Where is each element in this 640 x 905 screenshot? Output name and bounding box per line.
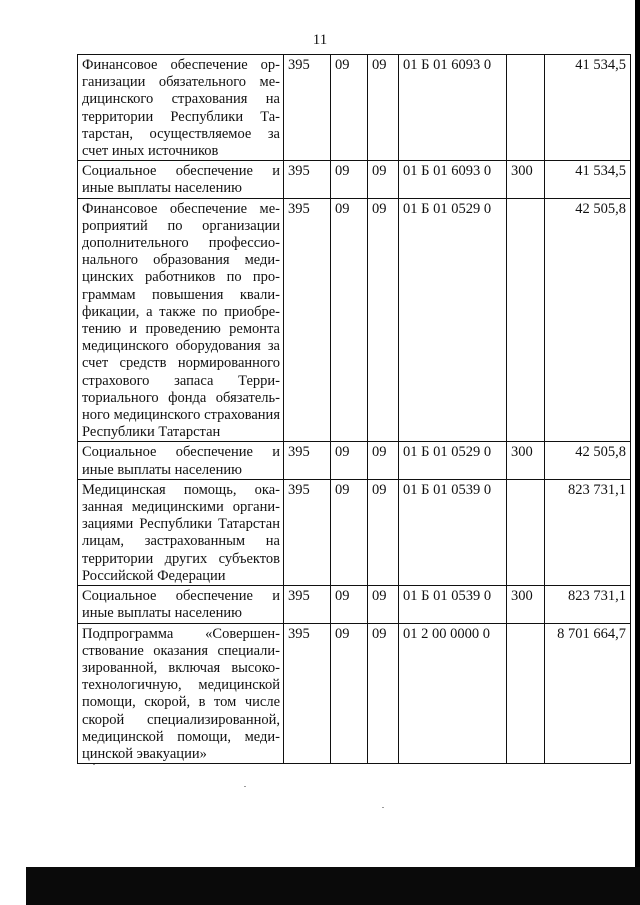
row-name: Социальное обеспечение и иные выплаты населению — [78, 442, 284, 479]
budget-table — [77, 54, 631, 764]
target-code: 01 Б 01 0539 0 — [399, 479, 507, 585]
section-code: 09 — [331, 623, 368, 764]
amount: 41 534,5 — [545, 55, 631, 161]
subsection-code: 09 — [368, 479, 399, 585]
target-code: 01 Б 01 0529 0 — [399, 198, 507, 442]
section-code: 09 — [331, 479, 368, 585]
row-name: Социальное обеспечение и иные выплаты населению — [78, 161, 284, 198]
scan-edge-gap — [0, 867, 26, 905]
ministry-code: 395 — [284, 198, 331, 442]
amount: 42 505,8 — [545, 442, 631, 479]
amount: 8 701 664,7 — [545, 623, 631, 764]
expense-type: 300 — [507, 586, 545, 623]
ministry-code: 395 — [284, 55, 331, 161]
target-code: 01 2 00 0000 0 — [399, 623, 507, 764]
subsection-code: 09 — [368, 623, 399, 764]
target-code: 01 Б 01 6093 0 — [399, 161, 507, 198]
table-row — [78, 161, 631, 198]
row-name: Медицинская помощь, оказанная медицинскими организациями Республики Татарстан лицам, застрахованным на территории других субъектов Российской Федерации — [78, 479, 284, 585]
target-code: 01 Б 01 0529 0 — [399, 442, 507, 479]
table-row — [78, 198, 631, 442]
ministry-code: 395 — [284, 586, 331, 623]
row-name: Финансовое обеспечение мероприятий по организации дополнительного профессионального образования медицинских работников по программам повышения квалификации, а также по приобретению и проведению ремонта медицинского оборудования за счет средств нормированного страхового запаса Территориального фонда обязательного медицинского страхования Республики Татарстан — [78, 198, 284, 442]
amount: 823 731,1 — [545, 479, 631, 585]
row-name: Финансовое обеспечение организации обязательного медицинского страхования на территории Республики Татарстан, осуществляемое за счет иных источников — [78, 55, 284, 161]
scan-edge-bottom — [26, 867, 640, 905]
amount: 823 731,1 — [545, 586, 631, 623]
subsection-code: 09 — [368, 161, 399, 198]
subsection-code: 09 — [368, 442, 399, 479]
subsection-code: 09 — [368, 198, 399, 442]
page-number: 11 — [312, 32, 328, 48]
expense-type — [507, 623, 545, 764]
section-code: 09 — [331, 586, 368, 623]
ministry-code: 395 — [284, 442, 331, 479]
scan-edge-right — [635, 0, 640, 905]
ministry-code: 395 — [284, 623, 331, 764]
section-code: 09 — [331, 442, 368, 479]
subsection-code: 09 — [368, 586, 399, 623]
table-row — [78, 586, 631, 623]
amount: 41 534,5 — [545, 161, 631, 198]
table-row — [78, 623, 631, 764]
section-code: 09 — [331, 198, 368, 442]
table-row — [78, 55, 631, 161]
row-name: Подпрограмма «Совершенствование оказания специализированной, включая высокотехнологичную, медицинской помощи, скорой, в том числе скорой специализированной, медицинской помощи, медицинской эвакуации» — [78, 623, 284, 764]
scan-speck — [244, 786, 246, 787]
amount: 42 505,8 — [545, 198, 631, 442]
scan-speck — [93, 764, 95, 765]
ministry-code: 395 — [284, 161, 331, 198]
section-code: 09 — [331, 55, 368, 161]
target-code: 01 Б 01 0539 0 — [399, 586, 507, 623]
scan-speck — [382, 807, 384, 808]
section-code: 09 — [331, 161, 368, 198]
target-code: 01 Б 01 6093 0 — [399, 55, 507, 161]
table-row — [78, 442, 631, 479]
subsection-code: 09 — [368, 55, 399, 161]
expense-type — [507, 198, 545, 442]
expense-type — [507, 55, 545, 161]
row-name: Социальное обеспечение и иные выплаты населению — [78, 586, 284, 623]
ministry-code: 395 — [284, 479, 331, 585]
expense-type — [507, 479, 545, 585]
table-row — [78, 479, 631, 585]
expense-type: 300 — [507, 442, 545, 479]
expense-type: 300 — [507, 161, 545, 198]
